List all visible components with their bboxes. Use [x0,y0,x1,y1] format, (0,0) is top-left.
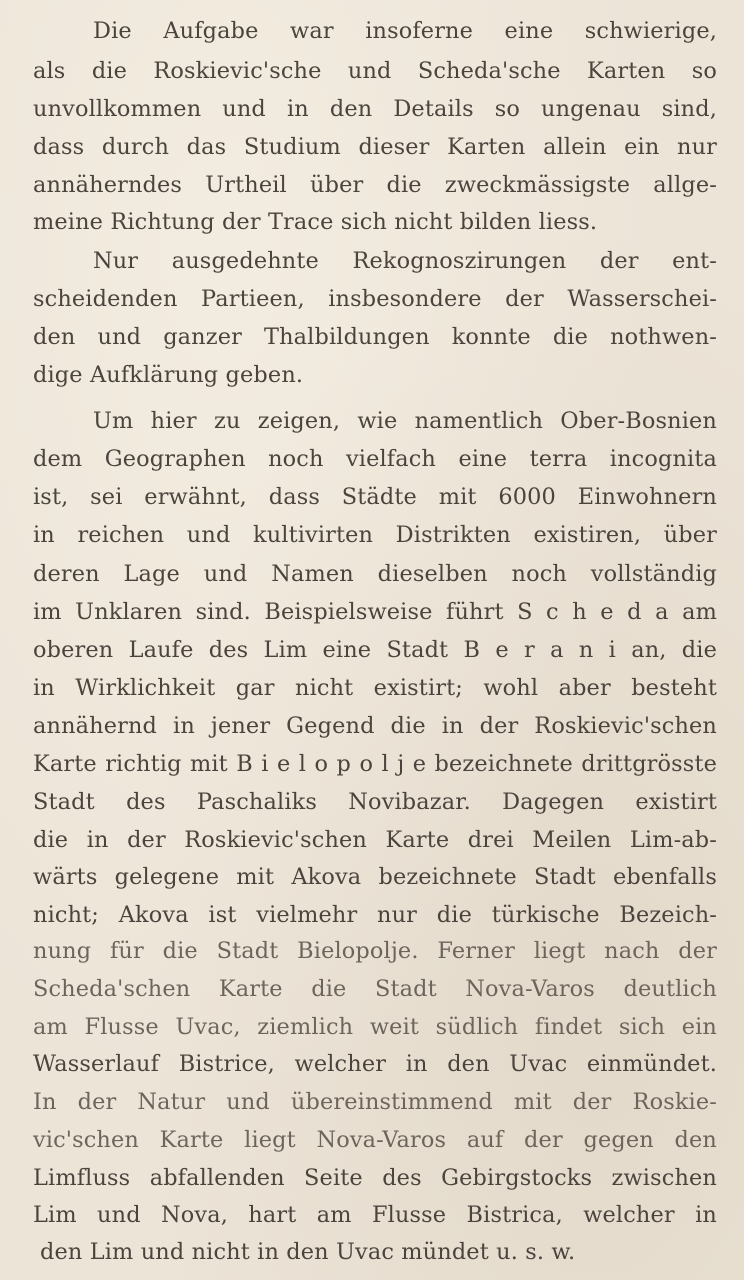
text-line: ist, sei erwähnt, dass Städte mit 6000 Einwohnern [33,484,717,510]
text-line: den Lim und nicht in den Uvac mündet u. s. w. [40,1239,576,1265]
text-line: nicht; Akova ist vielmehr nur die türkische Bezeich- [33,902,717,928]
text-line: Stadt des Paschaliks Novibazar. Dagegen existirt [33,789,717,815]
text-line: den und ganzer Thalbildungen konnte die nothwen- [33,324,717,350]
text-line: Um hier zu zeigen, wie namentlich Ober-Bosnien [93,408,717,434]
text-line: in Wirklichkeit gar nicht existirt; wohl aber besteht [33,675,717,701]
text-line: dass durch das Studium dieser Karten allein ein nur [33,134,717,160]
text-line: In der Natur und übereinstimmend mit der Roskie- [33,1089,717,1115]
text-line: scheidenden Partieen, insbesondere der Wasserschei- [33,286,717,312]
text-line: annäherndes Urtheil über die zweckmässigste allge- [33,172,717,198]
text-line: im Unklaren sind. Beispielsweise führt S c h e d a am [33,599,717,625]
text-line: meine Richtung der Trace sich nicht bilden liess. [33,209,598,235]
text-line: Limfluss abfallenden Seite des Gebirgstocks zwischen [33,1165,717,1191]
text-line: Lim und Nova, hart am Flusse Bistrica, welcher in [33,1202,717,1228]
text-line: annähernd in jener Gegend die in der Roskievic'schen [33,713,717,739]
text-line: Wasserlauf Bistrice, welcher in den Uvac einmündet. [33,1051,717,1077]
text-line: Scheda'schen Karte die Stadt Nova-Varos deutlich [33,976,717,1002]
text-line: Die Aufgabe war insoferne eine schwierige, [93,18,717,44]
text-line: Nur ausgedehnte Rekognoszirungen der ent- [93,248,717,274]
text-line: am Flusse Uvac, ziemlich weit südlich findet sich ein [33,1014,717,1040]
text-line: in reichen und kultivirten Distrikten existiren, über [33,522,717,548]
text-line: als die Roskievic'sche und Scheda'sche Karten so [33,58,717,84]
text-line: dige Aufklärung geben. [33,362,304,388]
text-line: die in der Roskievic'schen Karte drei Meilen Lim-ab- [33,827,717,853]
text-line: dem Geographen noch vielfach eine terra incognita [33,446,717,472]
text-line: vic'schen Karte liegt Nova-Varos auf der gegen den [33,1127,717,1153]
text-line: Karte richtig mit B i e l o p o l j e bezeichnete drittgrösste [33,751,717,777]
text-line: deren Lage und Namen dieselben noch vollständig [33,561,717,587]
text-line: unvollkommen und in den Details so ungenau sind, [33,96,717,122]
text-line: oberen Laufe des Lim eine Stadt B e r a n i an, die [33,637,717,663]
text-line: nung für die Stadt Bielopolje. Ferner liegt nach der [33,938,717,964]
text-line: wärts gelegene mit Akova bezeichnete Stadt ebenfalls [33,864,717,890]
